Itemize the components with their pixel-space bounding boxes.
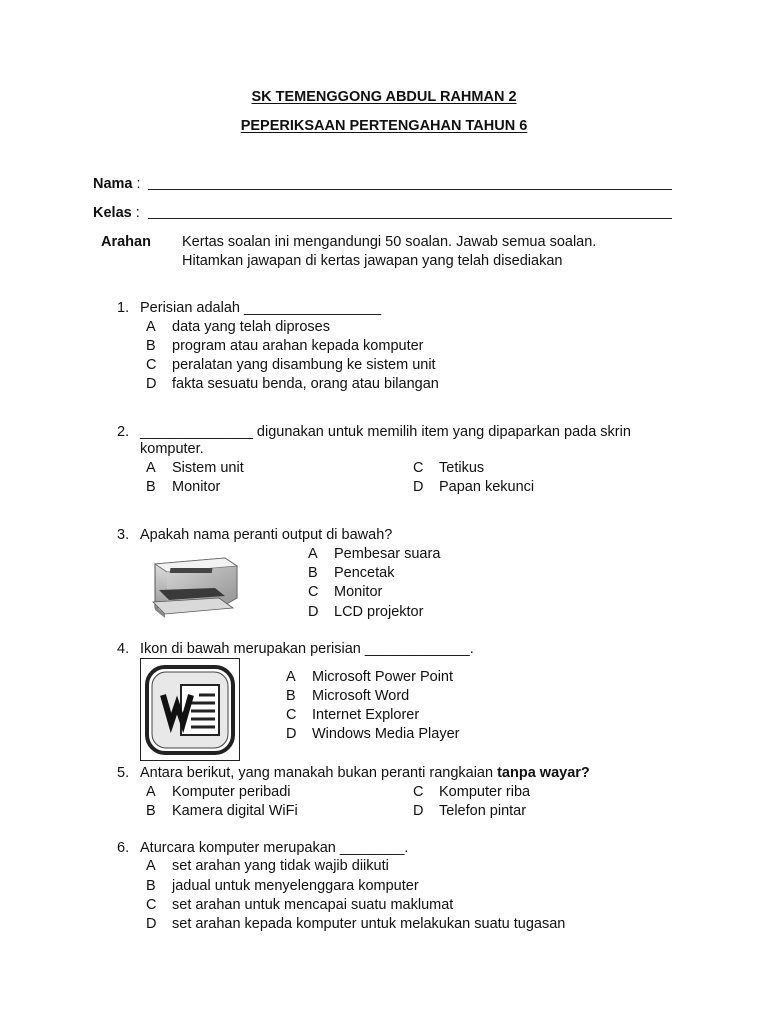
- instructions-label: Arahan: [101, 234, 151, 250]
- option-c-letter: C: [413, 784, 424, 800]
- option-c-text: Internet Explorer: [312, 707, 420, 723]
- option-b-text: Monitor: [172, 479, 221, 495]
- option-d-letter: D: [413, 803, 424, 819]
- option-b-text: program atau arahan kepada komputer: [172, 338, 424, 354]
- option-c-letter: C: [308, 584, 319, 600]
- option-a-letter: A: [286, 669, 296, 685]
- option-a-text: set arahan yang tidak wajib diikuti: [172, 858, 389, 874]
- option-d-text: fakta sesuatu benda, orang atau bilangan: [172, 376, 439, 392]
- printer-image: [145, 550, 241, 620]
- question-number: 4.: [117, 641, 130, 657]
- question-text-line-1: ______________ digunakan untuk memilih item yang dipaparkan pada skrin: [140, 424, 631, 440]
- exam-title: PEPERIKSAAN PERTENGAHAN TAHUN 6: [240, 118, 528, 134]
- question-number: 6.: [117, 840, 130, 856]
- question-number: 2.: [117, 424, 130, 440]
- option-c-text: peralatan yang disambung ke sistem unit: [172, 357, 436, 373]
- word-icon-image: [140, 658, 240, 761]
- school-title: SK TEMENGGONG ABDUL RAHMAN 2: [251, 89, 517, 105]
- option-b-letter: B: [146, 338, 156, 354]
- instructions-line-2: Hitamkan jawapan di kertas jawapan yang telah disediakan: [182, 253, 563, 269]
- name-answer-line[interactable]: [148, 189, 672, 190]
- word-icon: [141, 659, 239, 760]
- option-d-letter: D: [308, 604, 319, 620]
- option-b-text: jadual untuk menyelenggara komputer: [172, 878, 419, 894]
- name-colon: :: [136, 176, 141, 192]
- option-c-text: Tetikus: [439, 460, 485, 476]
- option-b-letter: B: [146, 878, 156, 894]
- instructions-line-1: Kertas soalan ini mengandungi 50 soalan. Jawab semua soalan.: [182, 234, 597, 250]
- option-b-letter: B: [146, 803, 156, 819]
- class-field: [93, 204, 140, 222]
- question-text: Apakah nama peranti output di bawah?: [140, 527, 393, 543]
- question-text-bold: tanpa wayar?: [497, 765, 590, 781]
- option-d-text: Telefon pintar: [439, 803, 527, 819]
- option-a-text: Sistem unit: [172, 460, 244, 476]
- option-c-letter: C: [146, 897, 157, 913]
- class-answer-line[interactable]: [148, 218, 672, 219]
- option-b-letter: B: [146, 479, 156, 495]
- option-c-text: Komputer riba: [439, 784, 531, 800]
- option-b-text: Microsoft Word: [312, 688, 410, 704]
- question-text: Perisian adalah _________________: [140, 300, 382, 316]
- option-b-letter: B: [308, 565, 318, 581]
- question-text: Aturcara komputer merupakan ________.: [140, 840, 409, 856]
- option-c-letter: C: [413, 460, 424, 476]
- option-d-text: Papan kekunci: [439, 479, 535, 495]
- option-b-text: Kamera digital WiFi: [172, 803, 298, 819]
- question-number: 5.: [117, 765, 130, 781]
- option-a-text: data yang telah diproses: [172, 319, 330, 335]
- option-a-letter: A: [146, 319, 156, 335]
- option-a-text: Pembesar suara: [334, 546, 441, 562]
- name-field: [93, 175, 141, 193]
- option-c-letter: C: [286, 707, 297, 723]
- class-label: Kelas: [93, 205, 132, 221]
- name-label: Nama: [93, 176, 133, 192]
- option-a-letter: A: [146, 460, 156, 476]
- option-b-text: Pencetak: [334, 565, 395, 581]
- option-d-text: Windows Media Player: [312, 726, 460, 742]
- option-d-letter: D: [146, 376, 157, 392]
- option-d-text: LCD projektor: [334, 604, 424, 620]
- option-a-letter: A: [146, 858, 156, 874]
- option-b-letter: B: [286, 688, 296, 704]
- option-c-text: Monitor: [334, 584, 383, 600]
- option-a-text: Komputer peribadi: [172, 784, 291, 800]
- option-d-text: set arahan kepada komputer untuk melakukan suatu tugasan: [172, 916, 566, 932]
- option-a-text: Microsoft Power Point: [312, 669, 454, 685]
- class-colon: :: [135, 205, 140, 221]
- option-c-letter: C: [146, 357, 157, 373]
- option-d-letter: D: [146, 916, 157, 932]
- option-c-text: set arahan untuk mencapai suatu maklumat: [172, 897, 454, 913]
- option-a-letter: A: [146, 784, 156, 800]
- option-a-letter: A: [308, 546, 318, 562]
- question-number: 1.: [117, 300, 130, 316]
- question-text: Ikon di bawah merupakan perisian _____________.: [140, 641, 474, 657]
- printer-icon: [145, 550, 241, 620]
- question-number: 3.: [117, 527, 130, 543]
- question-text: [140, 764, 590, 782]
- question-text-line-2: komputer.: [140, 441, 204, 457]
- option-d-letter: D: [413, 479, 424, 495]
- question-text-plain: Antara berikut, yang manakah bukan peranti rangkaian: [140, 765, 498, 781]
- option-d-letter: D: [286, 726, 297, 742]
